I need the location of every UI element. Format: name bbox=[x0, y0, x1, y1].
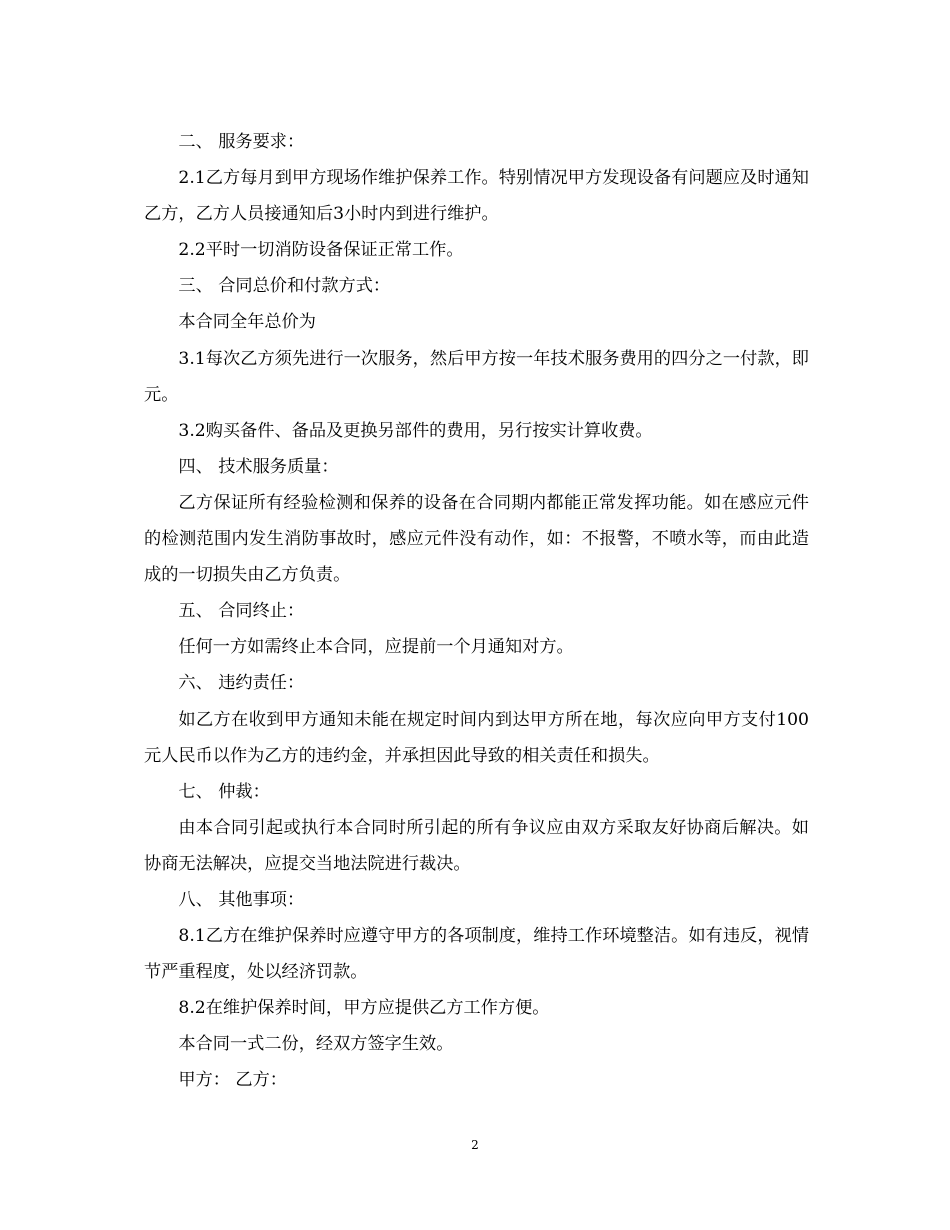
heading-arbitration: 七、 仲裁： bbox=[178, 781, 270, 802]
clause-8-1: 8.1乙方在维护保养时应遵守甲方的各项制度，维持工作环境整洁。如有违反，视情节严重程度，处以经济罚款。 bbox=[144, 926, 809, 983]
heading-contract-termination: 五、 合同终止： bbox=[178, 601, 305, 622]
termination-text: 任何一方如需终止本合同，应提前一个月通知对方。 bbox=[178, 637, 574, 658]
copies-effect-line: 本合同一式二份，经双方签字生效。 bbox=[178, 1034, 454, 1055]
total-price-line: 本合同全年总价为 bbox=[178, 312, 316, 333]
clause-3-1: 3.1每次乙方须先进行一次服务，然后甲方按一年技术服务费用的四分之一付款，即 元。 bbox=[144, 348, 809, 405]
heading-breach-liability: 六、 违约责任： bbox=[178, 673, 305, 694]
heading-contract-price-payment: 三、 合同总价和付款方式： bbox=[178, 276, 391, 297]
breach-liability-text: 如乙方在收到甲方通知未能在规定时间内到达甲方所在地，每次应向甲方支付100元人民币以作为乙方的违约金，并承担因此导致的相关责任和损失。 bbox=[144, 709, 809, 766]
clause-8-2: 8.2在维护保养时间，甲方应提供乙方工作方便。 bbox=[178, 998, 550, 1019]
arbitration-text: 由本合同引起或执行本合同时所引起的所有争议应由双方采取友好协商后解决。如协商无法解决，应提交当地法院进行裁决。 bbox=[144, 817, 809, 874]
service-quality-text: 乙方保证所有经验检测和保养的设备在合同期内都能正常发挥功能。如在感应元件的检测范围内发生消防事故时，感应元件没有动作，如：不报警，不喷水等，而由此造成的一切损失由乙方负责。 bbox=[144, 492, 809, 586]
signature-parties-line: 甲方： 乙方： bbox=[178, 1070, 287, 1091]
clause-2-2: 2.2平时一切消防设备保证正常工作。 bbox=[178, 240, 464, 261]
clause-3-2: 3.2购买备件、备品及更换另部件的费用，另行按实计算收费。 bbox=[178, 420, 653, 441]
heading-other-matters: 八、 其他事项： bbox=[178, 889, 305, 910]
document-body bbox=[144, 124, 809, 1099]
clause-2-1: 2.1乙方每月到甲方现场作维护保养工作。特别情况甲方发现设备有问题应及时通知乙方，乙方人员接通知后3小时内到进行维护。 bbox=[144, 168, 809, 225]
heading-service-requirements: 二、 服务要求： bbox=[178, 132, 305, 152]
heading-service-quality: 四、 技术服务质量： bbox=[178, 456, 339, 477]
page-number: 2 bbox=[471, 1138, 479, 1152]
